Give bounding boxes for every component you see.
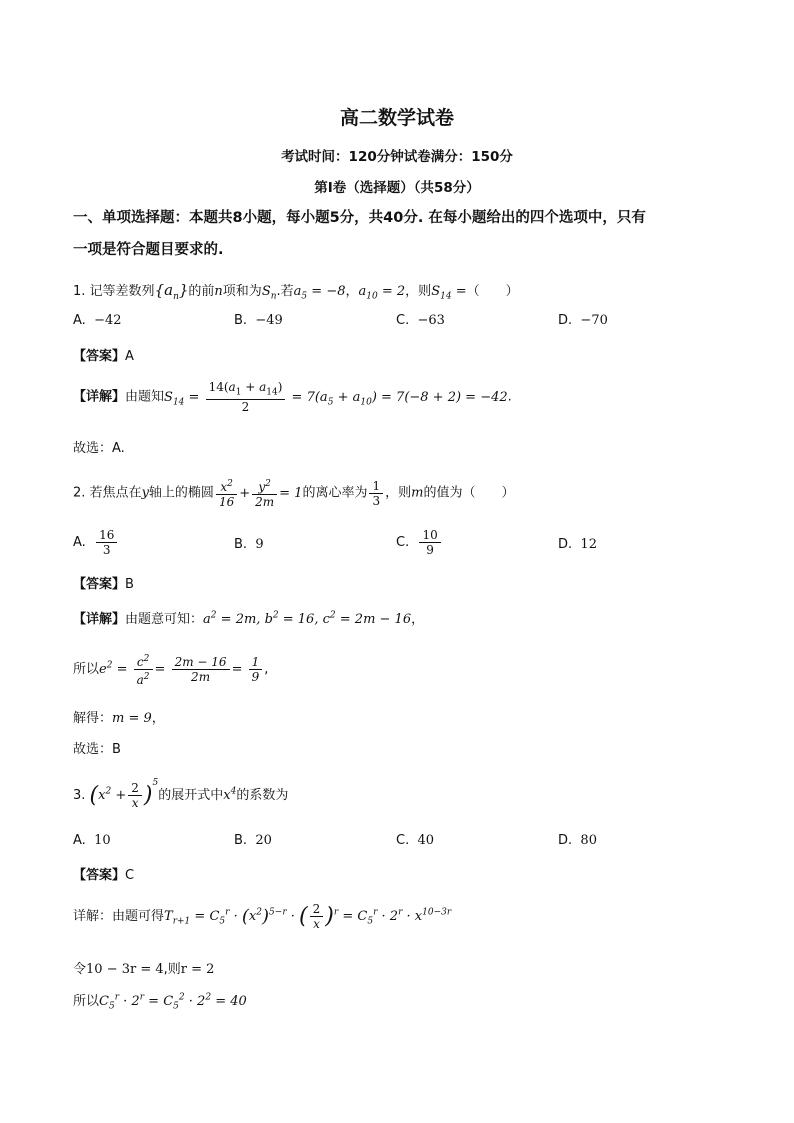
q2-detail-line3: 解得：m = 9， [73,711,165,726]
q3-option-b[interactable]: B. 20 [234,833,272,848]
q1-option-b[interactable]: B. −49 [234,313,283,328]
section-heading-line2: 一项是符合题目要求的. [73,242,224,258]
q2-option-b[interactable]: B. 9 [234,537,264,552]
question-number: 1. [73,284,86,299]
q1-conclusion: 故选：A. [73,441,125,456]
q1-detail: 【详解】由题知$S_{14}$ = $\frac{14(a_1 + a_{14})}{2}$ = $7(a_5 + a_{10}) = 7(-8 + 2) = -42$. [73,380,512,415]
q2-detail-line2: 所以$e^2$ = $\frac{c^2}{a^2}$ = $\frac{2m - 16}{2m}$ = $\frac{1}{9}$ , [73,654,269,687]
q3-detail-line2: 令10 − 3r = 4,则r = 2 [73,962,215,977]
question-3-stem: 3. ($x^2$ + $\frac{2}{x}$ )$^5$的展开式中$x^4$的系数为 [73,778,289,810]
q3-option-c[interactable]: C. 40 [396,833,435,848]
q3-option-a[interactable]: A. 10 [73,833,111,848]
q2-conclusion: 故选：B [73,742,121,757]
q1-answer: 【答案】A [73,349,134,364]
q2-answer: 【答案】B [73,577,134,592]
q3-detail-line3: 所以$C_5^r \cdot 2^r = C_5^2 \cdot 2^2 = 40$ [73,992,247,1012]
q2-option-a[interactable]: A. $\frac{16}{3}$ [73,528,119,557]
given-a10: $a_{10} = 2$ [358,284,406,302]
section-heading-line1: 一、单项选择题：本题共8小题，每小题5分，共40分. 在每小题给出的四个选项中，只有 [73,210,646,226]
q1-option-a[interactable]: A. −42 [73,313,122,328]
question-number: 2. [73,485,86,501]
q3-answer: 【答案】C [73,868,135,883]
question-number: 3. [73,788,86,803]
eccentricity: $\frac{1}{3}$ [369,479,383,508]
q2-detail: 【详解】由题意可知：$a^2 = 2m$, $b^2 = 16$, $c^2 = 2m - 16$， [73,610,425,627]
q2-option-c[interactable]: C. $\frac{10}{9}$ [396,528,443,557]
page-title: 高二数学试卷 [339,107,454,129]
question-1-stem: 1. 记等差数列$\{a_n\}$的前n项和为$S_n$.若$a_5 = -8$，$a_{10} = 2$，则$S_{14}$ =（ ） [73,281,519,302]
exam-info: 考试时间：120分钟试卷满分：150分 [281,149,513,165]
sequence-expr: $\{a_n\}$ [154,281,189,302]
q2-option-d[interactable]: D. 12 [558,537,597,552]
given-a5: $a_5 = -8$ [293,284,346,302]
binomial-expression: ($x^2$ + $\frac{2}{x}$ )$^5$ [89,778,159,810]
q1-option-d[interactable]: D. −70 [558,313,608,328]
q1-option-c[interactable]: C. −63 [396,313,445,328]
question-2-stem: 2. 若焦点在y轴上的椭圆 $\frac{x^2}{16}$ + $\frac{y^2}{2m}$ = 1的离心率为 $\frac{1}{3}$ ，则m的值为（ ） [73,478,515,509]
part-heading: 第Ⅰ卷（选择题）（共58分） [314,180,480,196]
q3-option-d[interactable]: D. 80 [558,833,597,848]
target-s14: $S_{14}$ = [431,284,467,302]
q3-detail: 详解：由题可得$T_{r+1} = C_5^r \cdot (x^2)^{5-r}$ · ( $\frac{2}{x}$ )$^r = C_5^r \cdot 2^r \cdot x^{10-3r}$ [73,902,452,931]
ellipse-equation: $\frac{x^2}{16}$ + $\frac{y^2}{2m}$ = 1 [214,486,303,501]
q1-solution-formula: $S_{14}$ = $\frac{14(a_1 + a_{14})}{2}$ = $7(a_5 + a_{10}) = 7(-8 + 2) = -42$ [164,380,508,415]
